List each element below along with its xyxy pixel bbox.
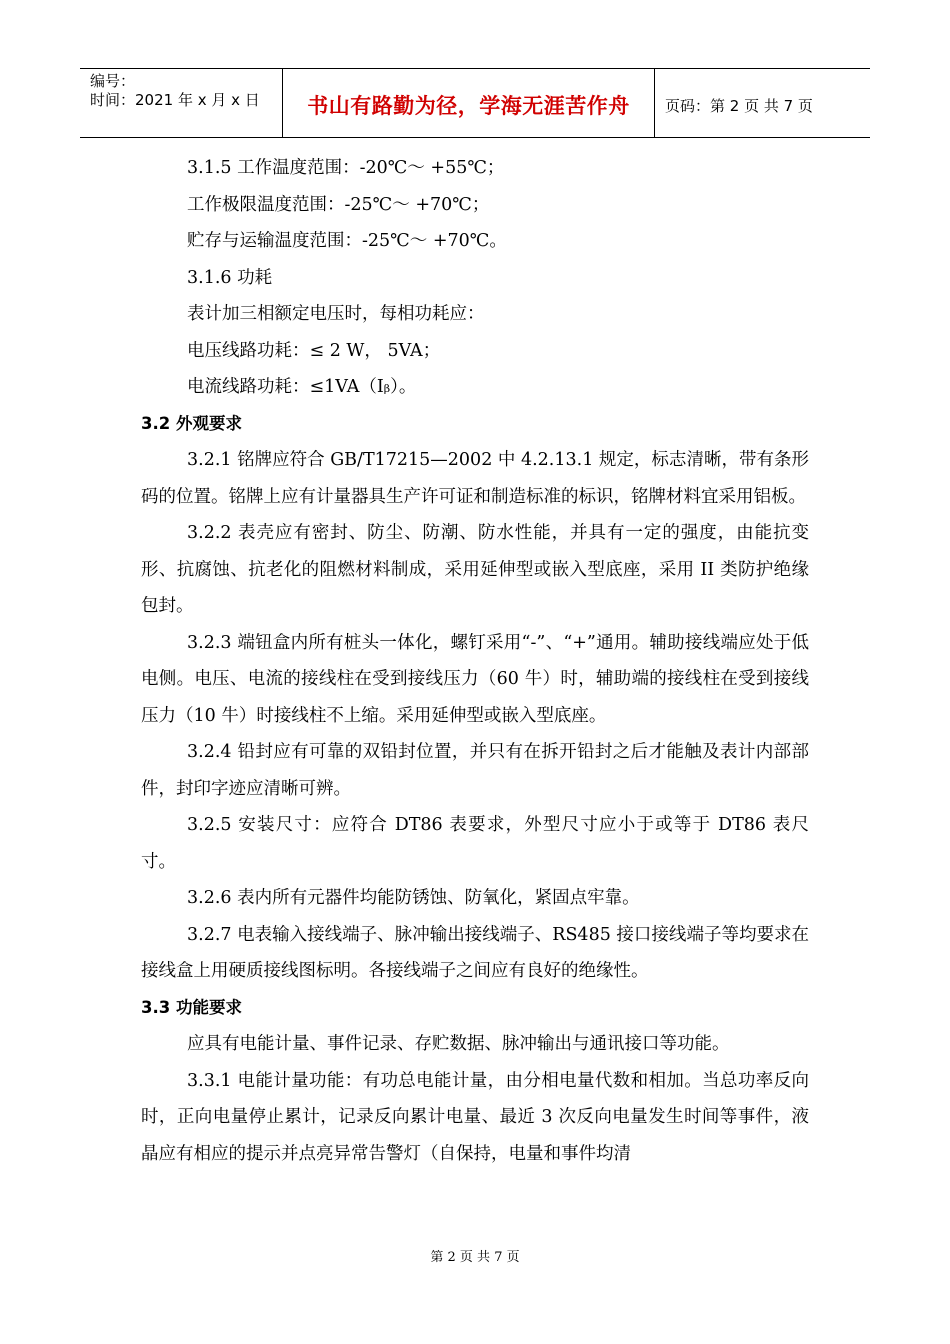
serial-number-label: 编号： bbox=[90, 72, 136, 90]
paragraph-3-2-6: 3.2.6 表内所有元器件均能防锈蚀、防氧化，紧固点牢靠。 bbox=[187, 888, 640, 908]
header-motto-cell bbox=[283, 69, 655, 137]
motto-text: 书山有路勤为径，学海无涯苦作舟 bbox=[307, 94, 630, 118]
header-page-info bbox=[655, 71, 870, 139]
paragraph-3-1-6: 3.1.6 功耗 bbox=[187, 267, 273, 288]
paragraph-storage-temp: 贮存与运输温度范围：-25℃～ +70℃。 bbox=[187, 231, 507, 251]
paragraph-voltage-power: 电压线路功耗：≤ 2 W， 5VA； bbox=[187, 340, 441, 361]
page-info-text: 页码：第 2 页 共 7 页 bbox=[665, 96, 813, 115]
paragraph-3-2-5: 3.2.5 安装尺寸：应符合 DT86 表要求，外型尺寸应小于或等于 DT86 表尺寸。 bbox=[141, 815, 809, 872]
document-body bbox=[141, 150, 809, 1172]
paragraph-power-intro: 表计加三相额定电压时，每相功耗应： bbox=[187, 304, 485, 324]
paragraph-current-power: 电流线路功耗：≤1VA（Iᵦ）。 bbox=[187, 377, 417, 397]
page-header bbox=[80, 68, 870, 138]
page-footer bbox=[0, 1246, 950, 1265]
paragraph-3-2-7: 3.2.7 电表输入接线端子、脉冲输出接线端子、RS485 接口接线端子等均要求在接线盒上用硬质接线图标明。各接线端子之间应有良好的绝缘性。 bbox=[141, 924, 809, 981]
paragraph-3-2-3: 3.2.3 端钮盒内所有桩头一体化，螺钉采用“-”、“+”通用。辅助接线端应处于低电侧。电压、电流的接线柱在受到接线压力（60 牛）时，辅助端的接线柱在受到接线压力（10 牛）时接线柱不上缩。采用延伸型或嵌入型底座。 bbox=[141, 632, 809, 726]
section-heading-3-2: 3.2 外观要求 bbox=[141, 413, 242, 433]
footer-page-number: 第 2 页 共 7 页 bbox=[430, 1250, 520, 1265]
paragraph-3-2-4: 3.2.4 铅封应有可靠的双铅封位置，并只有在拆开铅封之后才能触及表计内部部件，封印字迹应清晰可辨。 bbox=[141, 742, 809, 799]
paragraph-function-intro: 应具有电能计量、事件记录、存贮数据、脉冲输出与通讯接口等功能。 bbox=[187, 1034, 730, 1054]
paragraph-3-2-1: 3.2.1 铭牌应符合 GB/T17215—2002 中 4.2.13.1 规定，标志清晰，带有条形码的位置。铭牌上应有计量器具生产许可证和制造标准的标识，铭牌材料宜采用铝板。 bbox=[141, 450, 809, 507]
paragraph-3-2-2: 3.2.2 表壳应有密封、防尘、防潮、防水性能，并具有一定的强度，由能抗变形、抗腐蚀、抗老化的阻燃材料制成，采用延伸型或嵌入型底座，采用 II 类防护绝缘包封。 bbox=[141, 523, 809, 616]
paragraph-3-1-5: 3.1.5 工作温度范围：-20℃～ +55℃； bbox=[187, 158, 505, 178]
header-meta bbox=[80, 69, 283, 137]
date-label: 时间：2021 年 x 月 x 日 bbox=[90, 91, 260, 109]
paragraph-limit-temp: 工作极限温度范围：-25℃～ +70℃； bbox=[187, 194, 490, 215]
paragraph-3-3-1: 3.3.1 电能计量功能：有功总电能计量，由分相电量代数和相加。当总功率反向时，正向电量停止累计，记录反向累计电量、最近 3 次反向电量发生时间等事件，液晶应有相应的提示并点亮异常告警灯（自保持，电量和事件均清 bbox=[141, 1070, 809, 1164]
section-heading-3-3: 3.3 功能要求 bbox=[141, 997, 242, 1017]
